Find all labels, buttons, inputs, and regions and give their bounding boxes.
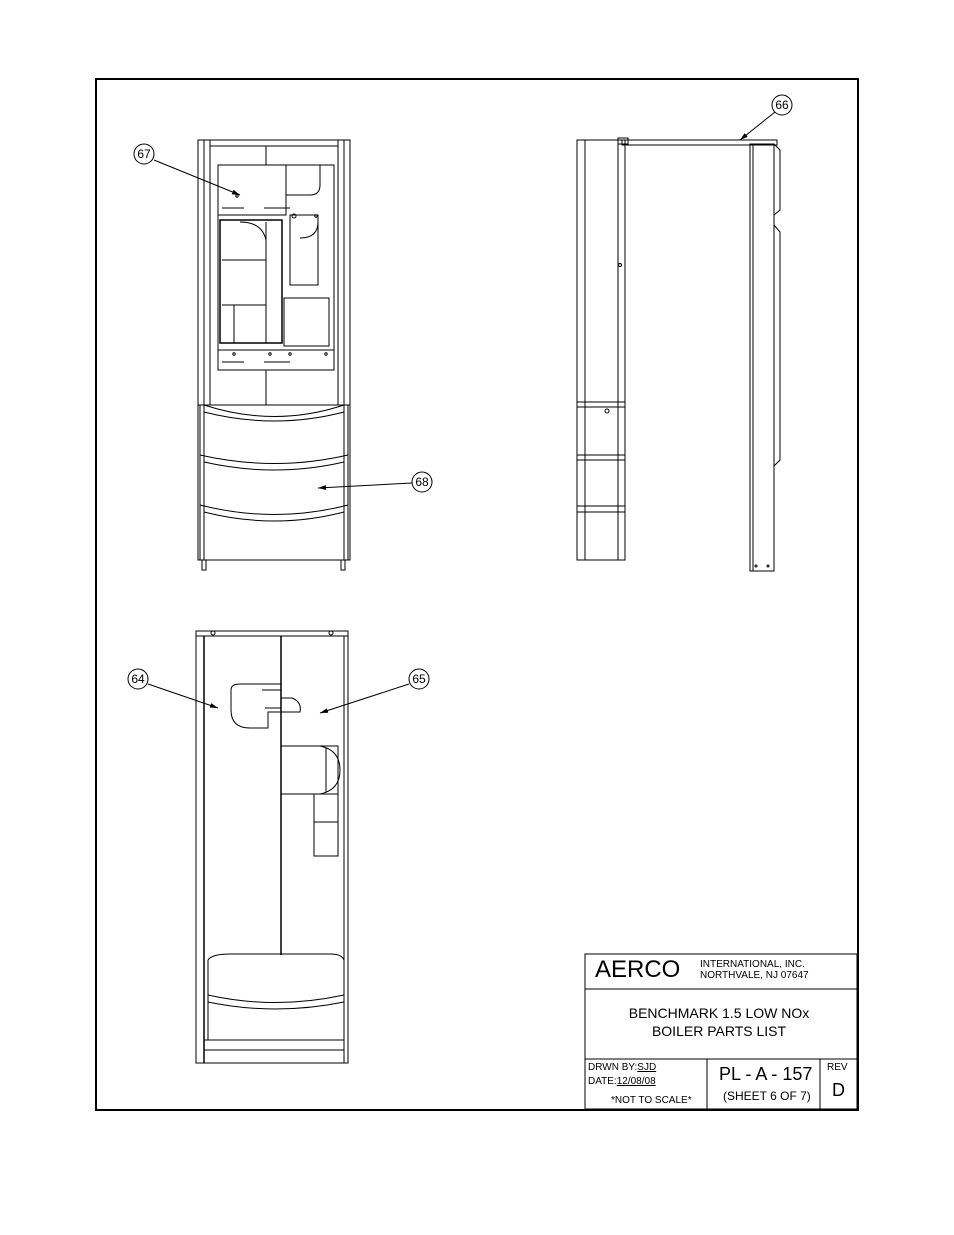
revision-label: REV — [827, 1062, 848, 1073]
scale-note: *NOT TO SCALE* — [611, 1095, 692, 1106]
callout-67-label: 67 — [137, 147, 151, 161]
side-view — [577, 138, 780, 571]
company-line-1: INTERNATIONAL, INC. — [700, 959, 805, 970]
callout-65-label: 65 — [412, 672, 426, 686]
date-value: 12/08/08 — [616, 1076, 656, 1087]
callout-68-label: 68 — [415, 475, 429, 489]
sheet-number: (SHEET 6 OF 7) — [723, 1089, 811, 1103]
callout-67 — [134, 144, 240, 195]
callout-68 — [318, 472, 432, 492]
drawing-title — [585, 1004, 853, 1040]
drawing-number: PL - A - 157 — [719, 1064, 813, 1084]
callout-65 — [320, 669, 429, 713]
title-block — [585, 954, 857, 1109]
revision-value: D — [832, 1080, 845, 1100]
company-logo: AERCO — [595, 956, 681, 983]
date — [588, 1076, 656, 1087]
company-line-2: NORTHVALE, NJ 07647 — [700, 970, 809, 981]
drawing-title-line-1: BENCHMARK 1.5 LOW NOx — [628, 1005, 810, 1021]
rear-view — [196, 631, 348, 1063]
callout-66 — [740, 95, 792, 140]
date-label: DATE: — [588, 1076, 617, 1087]
company-address — [700, 959, 809, 981]
callout-66-label: 66 — [775, 98, 789, 112]
drawn-by-value: SJD — [637, 1062, 657, 1073]
drawn-by — [588, 1062, 656, 1073]
callout-64-label: 64 — [131, 672, 145, 686]
front-view — [198, 140, 350, 570]
drawn-by-label: DRWN BY: — [588, 1062, 638, 1073]
drawing-title-line-2: BOILER PARTS LIST — [651, 1023, 787, 1039]
